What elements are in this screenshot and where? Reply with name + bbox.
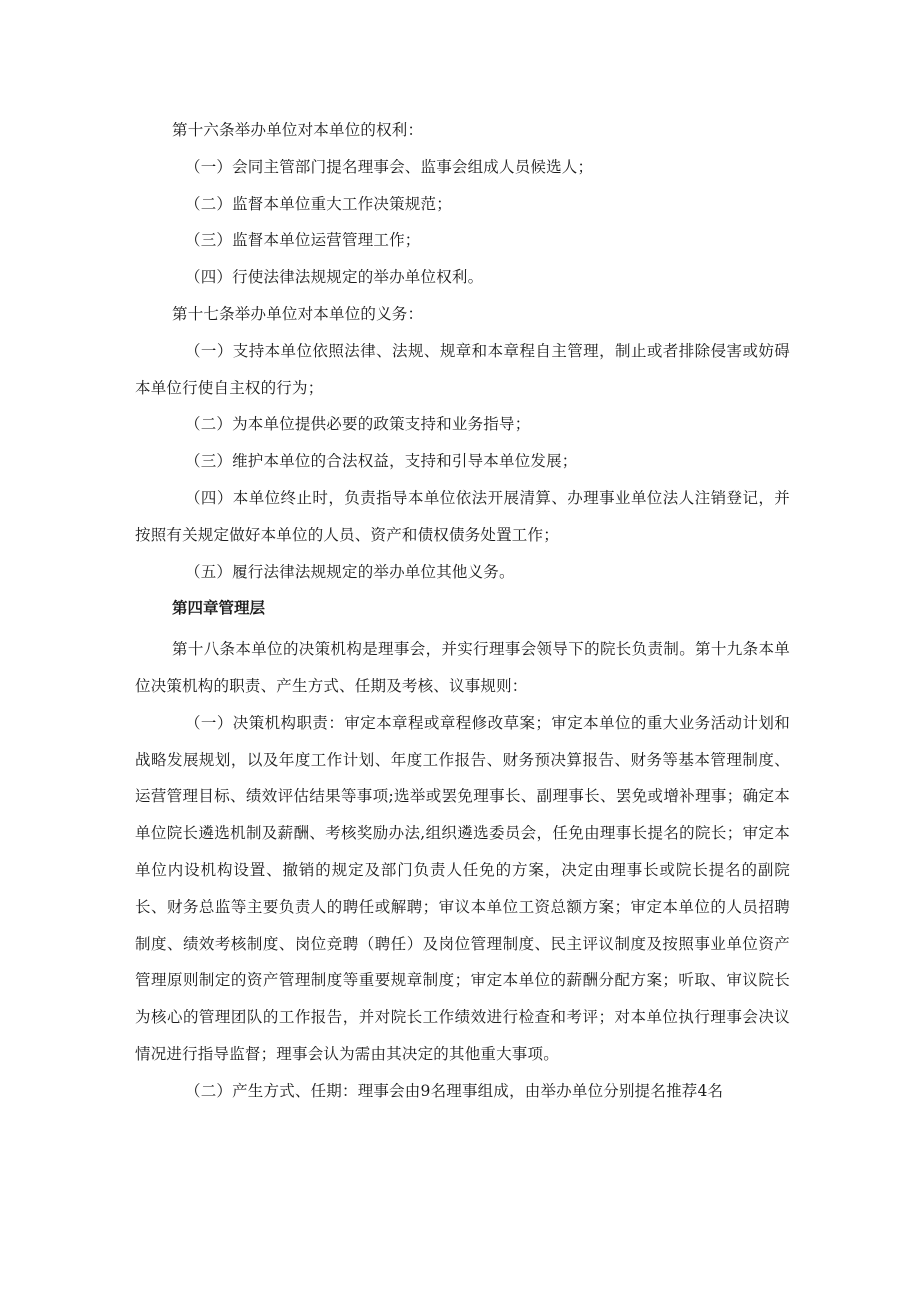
article-17-item-5: （五）履行法律法规规定的举办单位其他义务。 [185,562,515,581]
article-17-item-4: （四）本单位终止时，负责指导本单位依法开展清算、办理事业单位法人注销登记，并按照有关规定做好本单位的人员、资产和债权债务处置工作； [135,488,790,544]
article-18-19-text: 第十八条本单位的决策机构是理事会，并实行理事会领导下的院长负责制。第十九条本单位决策机构的职责、产生方式、任期及考核、议事规则： [135,640,790,695]
article-19-item-1: （一）决策机构职责：审定本章程或章程修改草案；审定本单位的重大业务活动计划和战略发展规划，以及年度工作计划、年度工作报告、财务预决算报告、财务等基本管理制度、运营管理目标、绩效评估结果等事项;选举或罢免理事长、副理事长、罢免或增补理事；确定本单位院长遴选机制及薪酬、考核奖励办法,组织遴选委员会，任免由理事长提名的院长；审定本单位内设机构设置、撤销的规定及部门负责人任免的方案，决定由理事长或院长提名的副院长、财务总监等主要负责人的聘任或解聘；审议本单位工资总额方案；审定本单位的人员招聘制度、绩效考核制度、岗位竞聘（聘任）及岗位管理制度、民主评议制度及按照事业单位资产管理原则制定的资产管理制度等重要规章制度；审定本单位的薪酬分配方案；听取、审议院长为核心的管理团队的工作报告，并对院长工作绩效进行检查和考评；对本单位执行理事会决议情况进行指导监督；理事会认为需由其决定的其他重大事项。 [135,713,790,1063]
article-16-item-3: （三）监督本单位运营管理工作； [185,231,421,250]
article-17-item-3: （三）维护本单位的合法权益，支持和引导本单位发展； [185,452,578,471]
article-17-heading: 第十七条举办单位对本单位的义务： [172,304,424,323]
document-body [135,112,790,1110]
article-17-item-1: （一）支持本单位依照法律、法规、规章和本章程自主管理，制止或者排除侵害或妨碍本单位行使自主权的行为； [135,341,790,397]
article-17-item-2: （二）为本单位提供必要的政策支持和业务指导； [185,415,531,434]
article-16-item-1: （一）会同主管部门提名理事会、监事会组成人员候选人； [185,157,594,176]
article-19-item-2: （二）产生方式、任期：理事会由9名理事组成，由举办单位分别提名推荐4名 [185,1081,724,1100]
article-16-item-2: （二）监督本单位重大工作决策规范； [185,194,452,213]
article-16-heading: 第十六条举办单位对本单位的权利： [172,121,424,139]
article-16-item-4: （四）行使法律法规规定的举办单位权利。 [185,268,484,287]
chapter-4-heading: 第四章管理层 [172,599,266,618]
